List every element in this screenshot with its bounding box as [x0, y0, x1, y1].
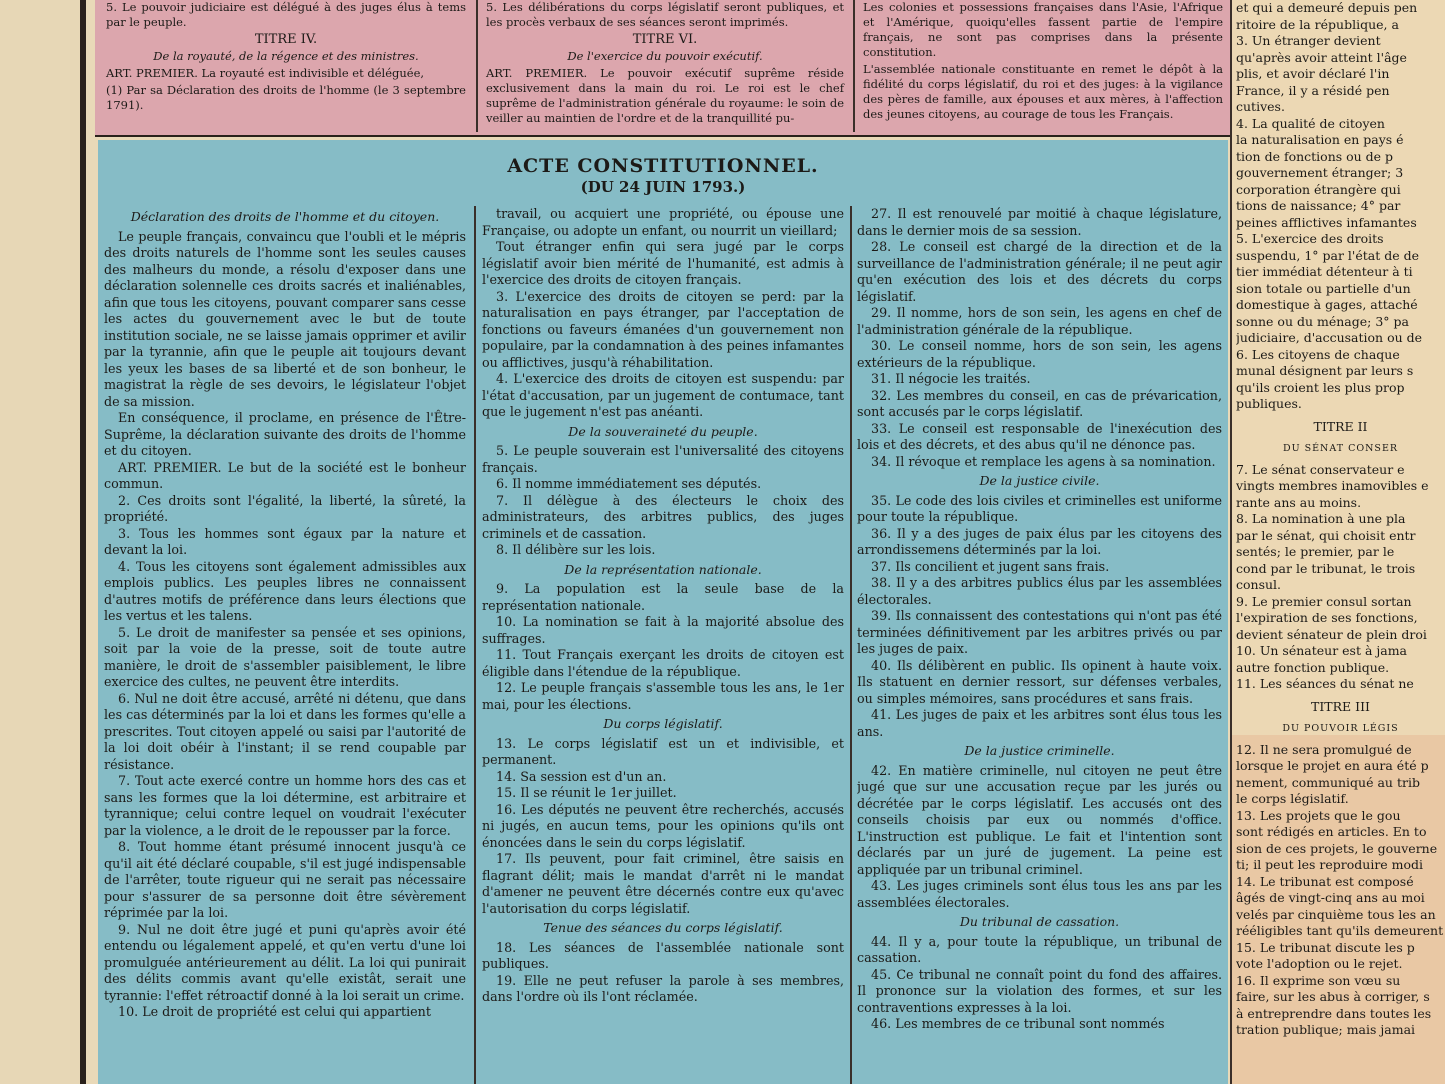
text-line: 13. Les projets que le gou	[1236, 807, 1401, 823]
top-column-2	[480, 0, 850, 135]
text-line: nement, communiqué au trib	[1236, 774, 1420, 790]
text-line: tions de naissance; 4° par	[1236, 198, 1401, 213]
section-heading: Tenue des séances du corps législatif.	[543, 920, 783, 935]
article-paragraph: 31. Il négocie les traités.	[871, 371, 1031, 386]
top-text-line: ART. PREMIER. La royauté est indivisible et déléguée,	[106, 66, 425, 80]
article-paragraph: 7. Tout acte exercé contre un homme hors des cas et sans les formes que la loi détermine, est arbitraire et tyrannique; celui contre lequel on voudrait l'exécuter par la violence, a le droit de le repousser par la force.	[104, 773, 466, 838]
article-paragraph: 2. Ces droits sont l'égalité, la liberté, la sûreté, la propriété.	[104, 492, 466, 524]
article-paragraph: 30. Le conseil nomme, hors de son sein, les agens extérieurs de la république.	[857, 338, 1222, 370]
text-line: 5. L'exercice des droits	[1236, 231, 1384, 246]
article-paragraph: 13. Le corps législatif est un et indivisible, et permanent.	[482, 735, 844, 767]
text-line: consul.	[1236, 577, 1282, 592]
text-line: vingts membres inamovibles e	[1236, 478, 1429, 493]
text-line: peines afflictives infamantes	[1236, 214, 1417, 230]
title-heading: TITRE III	[1311, 698, 1370, 714]
article-paragraph: 33. Le conseil est responsable de l'inexécution des lois et des décrets, et des abus qu'il ne dénonce pas.	[857, 420, 1222, 452]
main-divider-2	[850, 206, 852, 1084]
section-heading: De la souveraineté du peuple.	[568, 423, 758, 439]
article-paragraph: 4. L'exercice des droits de citoyen est suspendu: par l'état d'accusation, par un jugement de contumace, tant que le jugement n'est pas anéanti.	[482, 371, 844, 419]
text-line: sion totale ou partielle d'un	[1236, 280, 1411, 296]
text-line: vote l'adoption ou le rejet.	[1236, 956, 1403, 971]
text-line: 16. Il exprime son vœu su	[1236, 972, 1401, 988]
text-line: 4. La qualité de citoyen	[1236, 115, 1385, 131]
article-paragraph: 46. Les membres de ce tribunal sont nommés	[871, 1016, 1165, 1031]
main-column-3	[857, 206, 1222, 1084]
text-line: qu'ils croient les plus prop	[1236, 379, 1405, 395]
article-paragraph: 15. Il se réunit le 1er juillet.	[496, 785, 677, 800]
text-line: qu'après avoir atteint l'âge	[1236, 49, 1407, 65]
top-column-1	[100, 0, 472, 135]
text-line: et qui a demeuré depuis pen	[1236, 0, 1418, 15]
article-paragraph: 16. Les députés ne peuvent être recherchés, accusés ni jugés, en aucun tems, pour les opinions qu'ils ont énoncées dans le sein du corps législatif.	[482, 801, 844, 850]
section-heading: De la justice civile.	[979, 473, 1100, 488]
article-paragraph: 34. Il révoque et remplace les agens à sa nomination.	[871, 453, 1216, 469]
section-heading: Du corps législatif.	[603, 716, 723, 731]
top-divider-2	[853, 0, 855, 132]
article-paragraph: 27. Il est renouvelé par moitié à chaque législature, dans le dernier mois de sa session.	[857, 206, 1222, 238]
text-line: la naturalisation en pays é	[1236, 132, 1404, 147]
text-line: tier immédiat détenteur à ti	[1236, 264, 1413, 279]
article-paragraph: 10. La nomination se fait à la majorité absolue des suffrages.	[482, 614, 844, 646]
top-column-3	[857, 0, 1229, 135]
right-column	[1236, 0, 1445, 1084]
section-heading: Déclaration des droits de l'homme et du citoyen.	[130, 209, 440, 224]
text-line: corporation étrangère qui	[1236, 181, 1401, 197]
article-paragraph: 28. Le conseil est chargé de la direction et de la surveillance de l'administration générale; il ne peut agir qu'en exécution des lois et des décrets du corps législatif.	[857, 239, 1222, 304]
text-line: sont rédigés en articles. En to	[1236, 824, 1427, 839]
article-paragraph: 37. Ils concilient et jugent sans frais.	[871, 558, 1110, 574]
text-line: faire, sur les abus à corriger, s	[1236, 989, 1430, 1004]
article-paragraph: 38. Il y a des arbitres publics élus par les assemblées électorales.	[857, 575, 1222, 607]
text-line: tion de fonctions ou de p	[1236, 148, 1394, 164]
text-line: 3. Un étranger devient	[1236, 33, 1381, 48]
article-paragraph: 4. Tous les citoyens sont également admissibles aux emplois publics. Les peuples libres ne connaissent d'autres motifs de préférence dans leurs élections que les vertus et les talens.	[104, 558, 466, 623]
text-line: lorsque le projet en aura été p	[1236, 758, 1429, 773]
text-line: publiques.	[1236, 396, 1302, 411]
main-column-1	[104, 206, 466, 1084]
article-paragraph: 10. Le droit de propriété est celui qui appartient	[118, 1004, 431, 1019]
text-line: munal désignent par leurs s	[1236, 363, 1414, 378]
subtitle-heading: DU POUVOIR LÉGIS	[1282, 723, 1399, 734]
section-heading: Du tribunal de cassation.	[959, 914, 1120, 929]
text-line: cutives.	[1236, 99, 1285, 114]
text-line: 15. Le tribunat discute les p	[1236, 939, 1415, 955]
article-paragraph: 6. Il nomme immédiatement ses députés.	[496, 476, 762, 491]
text-line: cond par le tribunat, le trois	[1236, 560, 1416, 576]
article-paragraph: 39. Ils connaissent des contestations qui n'ont pas été terminées définitivement par les arbitres privés ou par les juges de paix.	[857, 608, 1222, 656]
text-line: 14. Le tribunat est composé	[1236, 873, 1414, 889]
text-line: 10. Un sénateur est à jama	[1236, 643, 1408, 658]
text-line: rééligibles tant qu'ils demeurent	[1236, 923, 1444, 938]
article-paragraph: ART. PREMIER. Le but de la société est le bonheur commun.	[104, 459, 466, 491]
text-line: velés par cinquième tous les an	[1236, 906, 1436, 922]
article-paragraph: 5. Le peuple souverain est l'universalité des citoyens français.	[482, 443, 844, 475]
article-paragraph: 3. Tous les hommes sont égaux par la nature et devant la loi.	[104, 525, 466, 557]
main-subtitle: (DU 24 JUIN 1793.)	[580, 178, 746, 196]
top-text-line: De l'exercice du pouvoir exécutif.	[567, 49, 763, 63]
article-paragraph: 19. Elle ne peut refuser la parole à ses membres, dans l'ordre où ils l'ont réclamée.	[482, 972, 844, 1004]
main-column-2	[482, 206, 844, 1084]
article-paragraph: 8. Il délibère sur les lois.	[496, 542, 656, 557]
top-divider-1	[476, 0, 478, 132]
text-line: France, il y a résidé pen	[1236, 82, 1390, 98]
article-paragraph: 36. Il y a des juges de paix élus par les citoyens des arrondissemens déterminés par la loi.	[857, 525, 1222, 557]
text-line: autre fonction publique.	[1236, 659, 1390, 675]
article-paragraph: 6. Nul ne doit être accusé, arrêté ni détenu, que dans les cas déterminés par la loi et dans les formes qu'elle a prescrites. Tout citoyen appelé ou saisi par l'autorité de la loi doit obéir à l'instant; il se rend coupable par résistance.	[104, 690, 466, 772]
top-text-line: L'assemblée nationale constituante en remet le dépôt à la fidélité du corps législatif, du roi et des juges: à la vigilance des pères de famille, aux épouses et aux mères, à l'affection des jeunes citoyens, au courage de tous les Français.	[863, 62, 1223, 121]
article-paragraph: 41. Les juges de paix et les arbitres sont élus tous les ans.	[857, 707, 1222, 739]
article-paragraph: 35. Le code des lois civiles et criminelles est uniforme pour toute la république.	[857, 492, 1222, 524]
article-paragraph: 40. Ils délibèrent en public. Ils opinent à haute voix. Ils statuent en dernier ressort, sur défenses verbales, ou simples mémoires, sans procédures et sans frais.	[857, 657, 1222, 706]
text-line: âgés de vingt-cinq ans au moi	[1236, 890, 1425, 905]
article-paragraph: 8. Tout homme étant présumé innocent jusqu'à ce qu'il ait été déclaré coupable, s'il est jugé indispensable de l'arrêter, toute rigueur qui ne serait pas nécessaire pour s'assurer de sa personne doit être sévèrement réprimée par la loi.	[104, 839, 466, 920]
text-line: 8. La nomination à une pla	[1236, 511, 1406, 526]
article-paragraph: 44. Il y a, pour toute la république, un tribunal de cassation.	[857, 933, 1222, 965]
top-text-line: TITRE VI.	[632, 32, 698, 47]
text-line: ti; il peut les reproduire modi	[1236, 857, 1424, 872]
text-line: 12. Il ne sera promulgué de	[1236, 741, 1412, 757]
text-line: à entreprendre dans toutes les	[1236, 1005, 1432, 1021]
text-line: par le sénat, qui choisit entr	[1236, 527, 1416, 543]
article-paragraph: 14. Sa session est d'un an.	[496, 768, 667, 784]
article-paragraph: Le peuple français, convaincu que l'oubli et le mépris des droits naturels de l'homme sont les seules causes des malheurs du monde, a résolu d'exposer dans une déclaration solennelle ces droits sacrés et inaliénables, afin que tous les citoyens, pouvant comparer sans cesse les actes du gouvernement avec le but de toute institution sociale, ne se laisse jamais opprimer et avilir par la tyrannie, afin que le peuple ait toujours devant les yeux les bases de sa liberté et de son bonheur, le magistrat la règle de ses devoirs, le législateur l'objet de sa mission.	[104, 228, 466, 409]
article-paragraph: 42. En matière criminelle, nul citoyen ne peut être jugé que sur une accusation reçue par les jurés ou décrétée par le corps législatif. Les accusés ont des conseils choisis par eux ou nommés d'office. L'instruction est publique. Le fait et l'intention sont déclarés par un juré de jugement. La peine est appliquée par un tribunal criminel.	[857, 762, 1222, 877]
article-paragraph: 5. Le droit de manifester sa pensée et ses opinions, soit par la voie de la presse, soit de toute autre manière, le droit de s'assembler paisiblement, le libre exercice des cultes, ne peuvent être interdits.	[104, 624, 466, 689]
text-line: ritoire de la république, a	[1236, 16, 1399, 32]
text-line: judiciaire, d'accusation ou de	[1236, 330, 1423, 345]
text-line: 9. Le premier consul sortan	[1236, 593, 1412, 609]
article-paragraph: 7. Il délègue à des électeurs le choix des administrateurs, des arbitres publics, des juges criminels et de cassation.	[482, 492, 844, 541]
text-line: domestique à gages, attaché	[1236, 297, 1418, 312]
title-heading: TITRE II	[1313, 418, 1368, 434]
text-line: devient sénateur de plein droi	[1236, 626, 1427, 642]
section-rule	[95, 135, 1235, 137]
text-line: plis, et avoir déclaré l'in	[1236, 66, 1390, 81]
top-text-line: 5. Les délibérations du corps législatif seront publiques, et les procès verbaux de ses séances seront imprimés.	[486, 0, 844, 29]
article-paragraph: travail, ou acquiert une propriété, ou épouse une Française, ou adopte un enfant, ou nourrit un vieillard;	[482, 206, 844, 238]
top-text-line: (1) Par sa Déclaration des droits de l'homme (le 3 septembre 1791).	[106, 83, 466, 112]
top-text-line: De la royauté, de la régence et des ministres.	[153, 49, 419, 63]
article-paragraph: En conséquence, il proclame, en présence de l'Être-Suprême, la déclaration suivante des droits de l'homme et du citoyen.	[104, 410, 466, 458]
article-paragraph: 32. Les membres du conseil, en cas de prévarication, sont accusés par le corps législatif.	[857, 387, 1222, 419]
top-text-line: ART. PREMIER. Le pouvoir exécutif suprême réside exclusivement dans la main du roi. Le roi est le chef suprême de l'administration générale du royaume: le soin de veiller au maintien de l'ordre et de la tranquillité pu-	[486, 66, 844, 125]
text-line: sion de ces projets, le gouverne	[1236, 840, 1438, 856]
text-line: sonne ou du ménage; 3° pa	[1236, 313, 1409, 329]
subtitle-heading: DU SÉNAT CONSER	[1282, 443, 1399, 454]
left-margin	[0, 0, 80, 1084]
text-line: tration publique; mais jamai	[1236, 1022, 1416, 1037]
text-line: 6. Les citoyens de chaque	[1236, 346, 1400, 362]
article-paragraph: 9. La population est la seule base de la représentation nationale.	[482, 581, 844, 613]
top-text-line: TITRE IV.	[254, 32, 318, 47]
article-paragraph: 11. Tout Français exerçant les droits de citoyen est éligible dans l'étendue de la république.	[482, 647, 844, 679]
article-paragraph: 3. L'exercice des droits de citoyen se perd: par la naturalisation en pays étranger, par l'acceptation de fonctions ou faveurs émanées d'un gouvernement non populaire, par la condamnation à des peines infamantes ou afflictives, jusqu'à réhabilitation.	[482, 288, 844, 370]
article-paragraph: 43. Les juges criminels sont élus tous les ans par les assemblées électorales.	[857, 878, 1222, 910]
text-line: l'expiration de ses fonctions,	[1236, 610, 1418, 625]
main-divider-1	[474, 206, 476, 1084]
text-line: le corps législatif.	[1236, 791, 1349, 806]
article-paragraph: 9. Nul ne doit être jugé et puni qu'après avoir été entendu ou légalement appelé, et qu'en vertu d'une loi promulguée antérieurement au délit. La loi qui punirait des délits commis avant qu'elle existât, serait une tyrannie: l'effet rétroactif donné à la loi serait un crime.	[104, 921, 466, 1003]
article-paragraph: 29. Il nomme, hors de son sein, les agens en chef de l'administration générale de la république.	[857, 305, 1222, 337]
text-line: suspendu, 1° par l'état de de	[1236, 247, 1419, 263]
text-line: gouvernement étranger; 3	[1236, 165, 1404, 180]
article-paragraph: 12. Le peuple français s'assemble tous les ans, le 1er mai, pour les élections.	[482, 680, 844, 712]
top-text-line: 5. Le pouvoir judiciaire est délégué à des juges élus à tems par le peuple.	[106, 0, 466, 29]
article-paragraph: 18. Les séances de l'assemblée nationale sont publiques.	[482, 939, 844, 971]
article-paragraph: Tout étranger enfin qui sera jugé par le corps législatif avoir bien mérité de l'humanité, est admis à l'exercice des droits de citoyen français.	[482, 239, 844, 287]
right-divider	[1230, 0, 1232, 1084]
section-heading: De la justice criminelle.	[964, 743, 1115, 758]
text-line: sentés; le premier, par le	[1236, 544, 1395, 559]
article-paragraph: 17. Ils peuvent, pour fait criminel, être saisis en flagrant délit; mais le mandat d'arrêt ni le mandat d'amener ne peuvent être décernés contre eux qu'avec l'autorisation du corps législatif.	[482, 851, 844, 916]
text-line: 7. Le sénat conservateur e	[1236, 461, 1405, 477]
text-line: 11. Les séances du sénat ne	[1236, 676, 1414, 691]
left-border-line	[80, 0, 86, 1084]
section-heading: De la représentation nationale.	[564, 561, 762, 577]
top-text-line: Les colonies et possessions françaises dans l'Asie, l'Afrique et l'Amérique, quoiqu'elles fassent partie de l'empire français, ne sont pas comprises dans la présente constitution.	[863, 0, 1223, 59]
main-title: ACTE CONSTITUTIONNEL.	[507, 155, 819, 177]
text-line: rante ans au moins.	[1236, 494, 1362, 510]
article-paragraph: 45. Ce tribunal ne connaît point du fond des affaires. Il prononce sur la violation des formes, et sur les contraventions expresses à la loi.	[857, 966, 1222, 1015]
